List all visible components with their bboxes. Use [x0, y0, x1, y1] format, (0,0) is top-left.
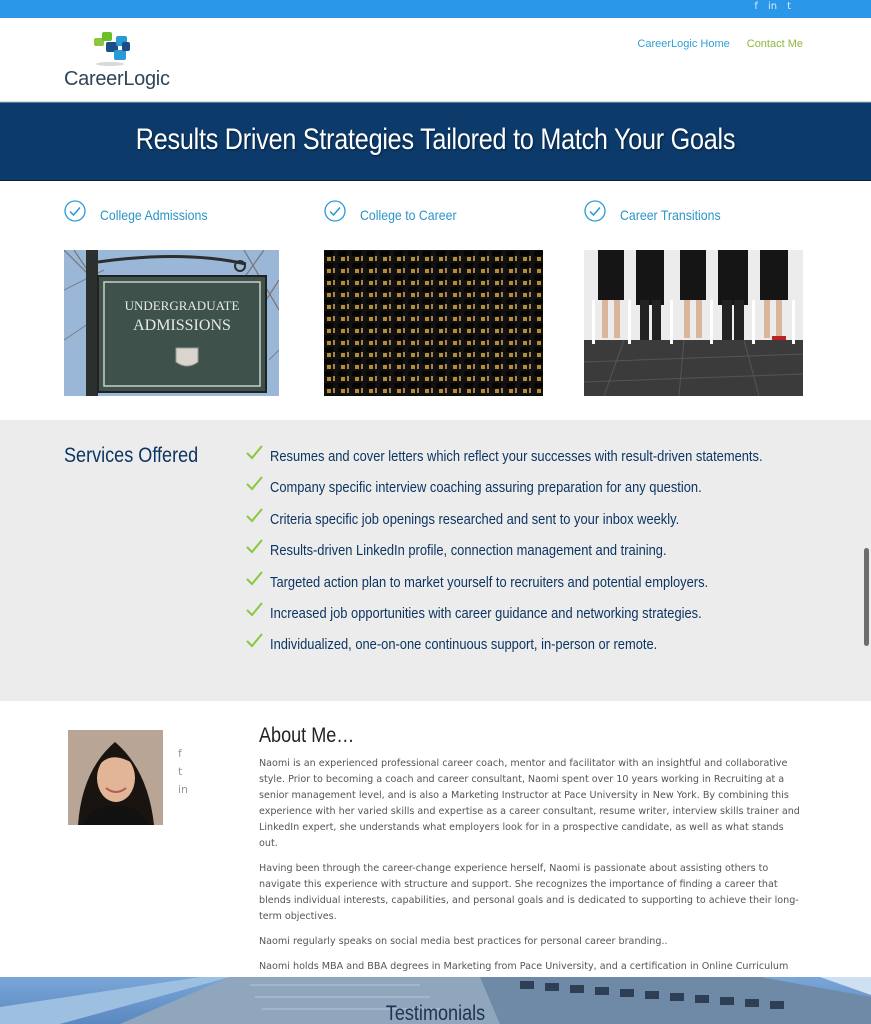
- list-item: [246, 479, 843, 510]
- about-paragraph: Having been through the career-change experience herself, Naomi is passionate about assisting others to navigate this experience with structure and support. She recognizes the importance of finding a career that blends individual interests, capabilities, and personal goals and is dedicated to supporting to achieve their long-term objectives.: [259, 863, 799, 922]
- list-item: [246, 605, 843, 636]
- facebook-icon[interactable]: f: [754, 1, 758, 12]
- top-social-links: [754, 1, 791, 13]
- offering-title: College to Career: [360, 207, 457, 223]
- services-section: [0, 420, 871, 701]
- testimonials-section: [0, 977, 871, 1024]
- circle-check-icon: [64, 200, 86, 222]
- sign-line-2: ADMISSIONS: [133, 317, 231, 334]
- check-icon: [246, 571, 264, 587]
- service-text: Resumes and cover letters which reflect your successes with result-driven statements.: [270, 448, 763, 465]
- nav-contact-me[interactable]: Contact Me: [746, 38, 803, 50]
- about-body: [259, 756, 805, 1000]
- service-text: Individualized, one-on-one continuous support, in-person or remote.: [270, 636, 658, 654]
- sign-line-1: UNDERGRADUATE: [124, 298, 240, 313]
- check-icon: [246, 633, 264, 649]
- careerlogic-logo[interactable]: [64, 30, 174, 90]
- about-section: [0, 701, 871, 977]
- service-text: Results-driven LinkedIn profile, connection management and training.: [270, 542, 667, 560]
- offerings-columns: [0, 182, 871, 420]
- top-social-bar: [0, 0, 871, 18]
- list-item: [246, 542, 843, 573]
- logo-wordmark: CareerLogic: [64, 68, 170, 90]
- admissions-sign-photo: [64, 250, 279, 396]
- services-heading: Services Offered: [64, 444, 199, 467]
- check-icon: [246, 476, 264, 492]
- about-paragraph: Naomi holds MBA and BBA degrees in Marketing from Pace University, and a certification in Online Curriculum: [259, 961, 789, 972]
- services-list: [246, 448, 843, 668]
- check-icon: [246, 539, 264, 555]
- list-item: [246, 511, 843, 542]
- check-icon: [246, 445, 264, 461]
- service-text: Increased job opportunities with career guidance and networking strategies.: [270, 604, 702, 622]
- twitter-icon[interactable]: t: [178, 765, 183, 778]
- circle-check-icon: [324, 200, 346, 222]
- list-item: [246, 636, 843, 667]
- service-text: Company specific interview coaching assuring preparation for any question.: [270, 479, 702, 497]
- main-nav: [637, 38, 803, 50]
- twitter-icon[interactable]: t: [787, 1, 791, 12]
- offering-title: College Admissions: [100, 207, 208, 223]
- nav-careerlogic-home[interactable]: CareerLogic Home: [637, 38, 730, 50]
- about-heading: About Me…: [259, 724, 355, 747]
- about-paragraph: Naomi is an experienced professional career coach, mentor and facilitator with an insightful and collaborative style. Prior to becoming a coach and career consultant, Naomi spent over 10 years working in Recruiting at a senior management level, and is also a Marketing Instructor at Pace University in New York. By combining this experience with her varied skills and expertise as a career consultant, resume writer, interview skills trainer and LinkedIn expert, she understands what employers look for in a prospective candidate, as well as what stands out.: [259, 758, 800, 849]
- page-scrollbar[interactable]: [864, 548, 869, 646]
- about-paragraph: Naomi regularly speaks on social media best practices for personal career branding..: [259, 936, 668, 947]
- testimonials-heading: Testimonials: [385, 1002, 486, 1024]
- linkedin-icon[interactable]: in: [767, 1, 778, 12]
- logo-mark-icon: [92, 30, 136, 70]
- service-text: Targeted action plan to market yourself to recruiters and potential employers.: [270, 573, 709, 591]
- site-header: [0, 18, 871, 102]
- hero-banner: [0, 102, 871, 181]
- list-item: [246, 574, 843, 605]
- naomi-portrait: [68, 730, 163, 825]
- check-icon: [246, 508, 264, 524]
- service-text: Criteria specific job openings researched and sent to your inbox weekly.: [270, 510, 680, 528]
- linkedin-icon[interactable]: in: [178, 783, 189, 796]
- check-icon: [246, 602, 264, 618]
- list-item: [246, 448, 843, 479]
- graduation-caps-photo: [324, 250, 543, 396]
- hero-title: Results Driven Strategies Tailored to Match Your Goals: [135, 123, 736, 156]
- job-candidates-photo: [584, 250, 803, 396]
- facebook-icon[interactable]: f: [178, 747, 182, 760]
- circle-check-icon: [584, 200, 606, 222]
- about-social-links: [178, 748, 188, 796]
- offering-title: Career Transitions: [620, 207, 721, 223]
